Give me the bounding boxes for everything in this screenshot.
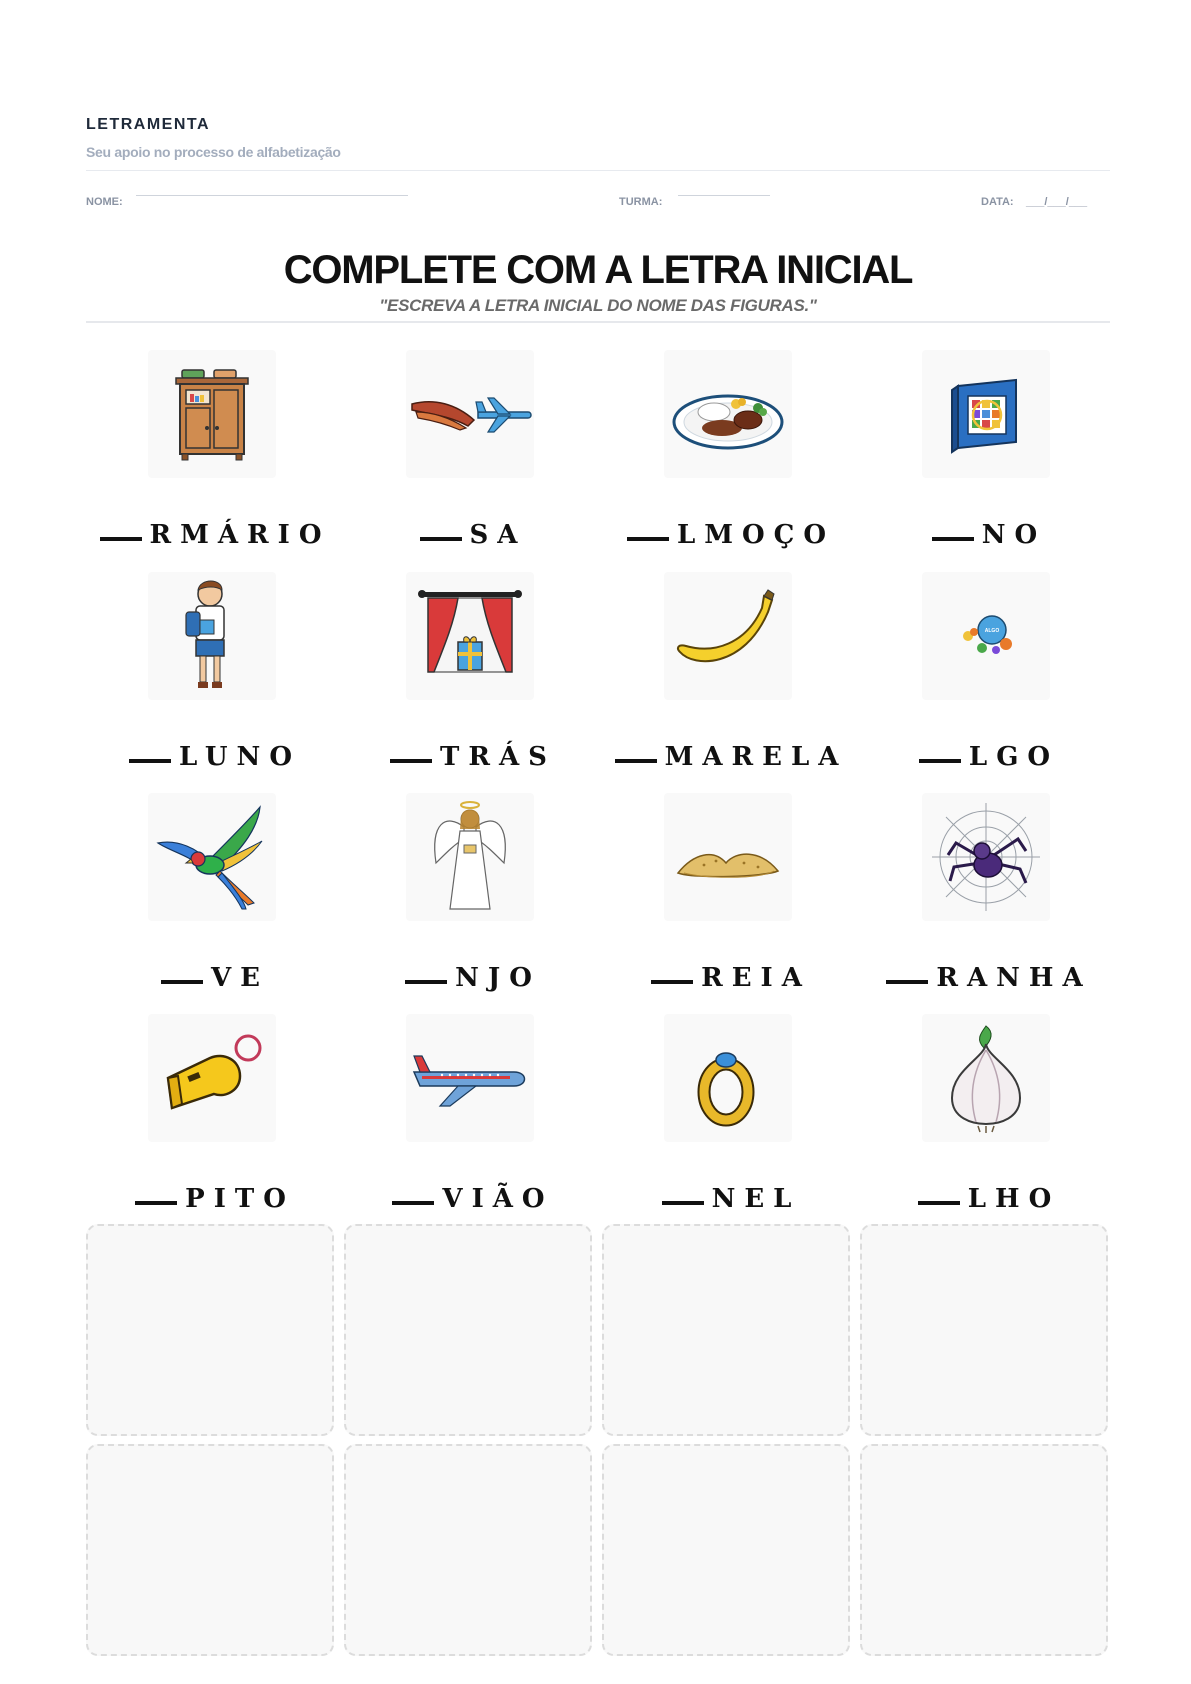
drawing-box[interactable] <box>86 1444 334 1656</box>
word-letters: MARELA <box>664 742 848 772</box>
answer-blank[interactable] <box>100 537 142 541</box>
title-divider <box>86 321 1110 323</box>
picture-curtain <box>406 572 534 700</box>
drawing-box[interactable] <box>860 1444 1108 1656</box>
garlic-icon <box>922 1014 1050 1142</box>
activity-title: COMPLETE COM A LETRA INICIAL <box>283 248 913 292</box>
word-letters: VIÃO <box>442 1184 554 1214</box>
word-aluno <box>86 742 344 772</box>
word-letters: NJO <box>455 963 541 993</box>
answer-blank[interactable] <box>615 759 657 763</box>
answer-blank[interactable] <box>420 537 462 541</box>
word-algo <box>860 742 1118 772</box>
picture-garlic <box>922 1014 1050 1142</box>
drawing-box[interactable] <box>860 1224 1108 1436</box>
drawing-box[interactable] <box>602 1444 850 1656</box>
word-ave <box>86 963 344 993</box>
word-letters: VE <box>211 963 269 993</box>
picture-parrot <box>148 793 276 921</box>
word-letters: RMÁRIO <box>149 520 331 550</box>
date-label: DATA: <box>981 196 1014 208</box>
name-label: NOME: <box>86 196 123 208</box>
word-letters: LGO <box>968 742 1060 772</box>
lunch-plate-icon <box>664 350 792 478</box>
word-anel <box>602 1184 860 1214</box>
word-atras <box>344 742 602 772</box>
class-label: TURMA: <box>619 196 663 208</box>
picture-banana <box>664 572 792 700</box>
picture-lunch-plate <box>664 350 792 478</box>
word-letters: RANHA <box>936 963 1092 993</box>
answer-blank[interactable] <box>392 1201 434 1205</box>
answer-blank[interactable] <box>932 537 974 541</box>
word-letters: SA <box>469 520 527 550</box>
answer-blank[interactable] <box>161 980 203 984</box>
word-alho <box>860 1184 1118 1214</box>
answer-blank[interactable] <box>919 759 961 763</box>
brand-name: LETRAMENTA <box>86 116 211 133</box>
word-almoco <box>602 520 860 550</box>
word-aranha <box>860 963 1118 993</box>
picture-ring <box>664 1014 792 1142</box>
picture-wing-and-plane <box>406 350 534 478</box>
picture-spider <box>922 793 1050 921</box>
parrot-icon <box>148 793 276 921</box>
spider-icon <box>922 793 1050 921</box>
word-amarela <box>602 742 860 772</box>
word-apito <box>86 1184 344 1214</box>
activity-instruction: "ESCREVA A LETRA INICIAL DO NOME DAS FIGURAS." <box>379 296 817 315</box>
student-icon <box>148 572 276 700</box>
brand-tagline: Seu apoio no processo de alfabetização <box>86 144 341 160</box>
curtain-icon <box>406 572 534 700</box>
answer-blank[interactable] <box>662 1201 704 1205</box>
word-letters: NO <box>981 520 1047 550</box>
whistle-icon <box>148 1014 276 1142</box>
wing-and-plane-icon <box>406 350 534 478</box>
drawing-box[interactable] <box>344 1224 592 1436</box>
header-divider <box>86 170 1110 171</box>
airplane-icon <box>406 1014 534 1142</box>
picture-something <box>922 572 1050 700</box>
date-field[interactable]: ___/___/___ <box>1026 196 1088 208</box>
word-letters: LMOÇO <box>676 520 836 550</box>
word-asa <box>344 520 602 550</box>
answer-blank[interactable] <box>886 980 928 984</box>
word-aviao <box>344 1184 602 1214</box>
word-letters: LUNO <box>179 742 301 772</box>
picture-whistle <box>148 1014 276 1142</box>
ring-icon <box>664 1014 792 1142</box>
word-armario <box>86 520 344 550</box>
drawing-box[interactable] <box>344 1444 592 1656</box>
answer-blank[interactable] <box>390 759 432 763</box>
answer-blank[interactable] <box>918 1201 960 1205</box>
word-areia <box>602 963 860 993</box>
answer-blank[interactable] <box>651 980 693 984</box>
picture-student <box>148 572 276 700</box>
answer-blank[interactable] <box>129 759 171 763</box>
word-letters: TRÁS <box>440 742 556 772</box>
something-badge-text: ALGO <box>984 628 1000 634</box>
class-field[interactable] <box>678 195 770 196</box>
answer-blank[interactable] <box>405 980 447 984</box>
something-icon <box>922 572 1050 700</box>
banana-icon <box>664 572 792 700</box>
picture-airplane <box>406 1014 534 1142</box>
answer-blank[interactable] <box>135 1201 177 1205</box>
word-letters: REIA <box>701 963 811 993</box>
picture-cabinet <box>148 350 276 478</box>
drawing-box[interactable] <box>86 1224 334 1436</box>
name-field[interactable] <box>136 195 408 196</box>
cabinet-icon <box>148 350 276 478</box>
word-ano <box>860 520 1118 550</box>
picture-sand <box>664 793 792 921</box>
answer-blank[interactable] <box>627 537 669 541</box>
word-anjo <box>344 963 602 993</box>
picture-angel <box>406 793 534 921</box>
angel-icon <box>406 793 534 921</box>
yearbook-icon <box>922 350 1050 478</box>
sand-icon <box>664 793 792 921</box>
word-letters: PITO <box>185 1184 295 1214</box>
word-letters: NEL <box>711 1184 801 1214</box>
word-letters: LHO <box>967 1184 1061 1214</box>
drawing-box[interactable] <box>602 1224 850 1436</box>
picture-yearbook <box>922 350 1050 478</box>
